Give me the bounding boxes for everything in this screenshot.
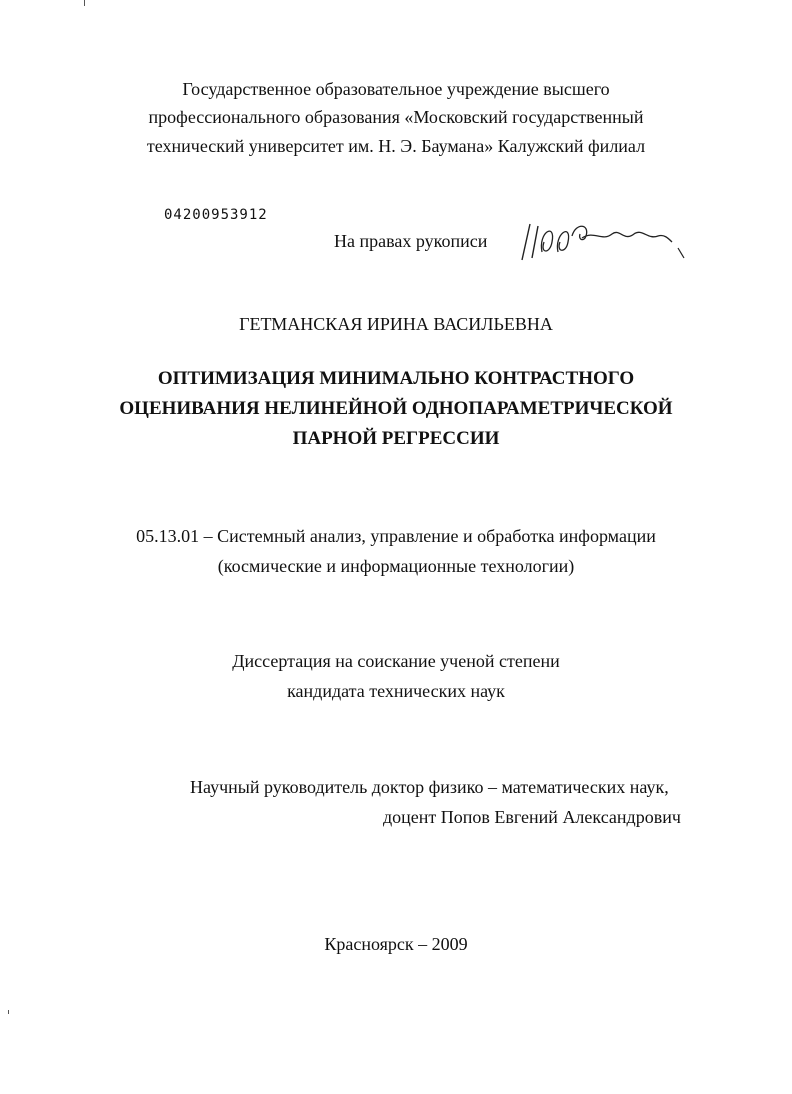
institution-line-2: профессионального образования «Московский государственный xyxy=(148,107,644,127)
author-name: ГЕТМАНСКАЯ ИРИНА ВАСИЛЬЕВНА xyxy=(239,314,553,334)
degree-line-2: кандидата технических наук xyxy=(287,681,505,701)
handwritten-signature xyxy=(512,212,692,268)
supervisor-line-1: Научный руководитель доктор физико – математических наук, xyxy=(190,777,669,797)
specialty-line-2: (космические и информационные технологии) xyxy=(217,556,575,576)
title-line-2: ОЦЕНИВАНИЯ НЕЛИНЕЙНОЙ ОДНОПАРАМЕТРИЧЕСКОЙ xyxy=(119,398,673,419)
scan-mark xyxy=(84,0,85,6)
manuscript-rights: На правах рукописи xyxy=(334,231,488,251)
registry-number: 04200953912 xyxy=(164,207,268,223)
degree-line-1: Диссертация на соискание ученой степени xyxy=(232,651,560,671)
specialty-line-1: 05.13.01 – Системный анализ, управление и обработка информации xyxy=(136,526,656,546)
institution-line-3: технический университет им. Н. Э. Баумана» Калужский филиал xyxy=(146,136,646,156)
scan-mark xyxy=(8,1010,9,1014)
supervisor-line-2: доцент Попов Евгений Александрович xyxy=(383,807,681,827)
title-line-1: ОПТИМИЗАЦИЯ МИНИМАЛЬНО КОНТРАСТНОГО xyxy=(157,368,635,389)
title-line-3: ПАРНОЙ РЕГРЕССИИ xyxy=(292,428,500,449)
city-year: Красноярск – 2009 xyxy=(324,934,468,954)
institution-line-1: Государственное образовательное учреждение высшего xyxy=(182,79,610,99)
